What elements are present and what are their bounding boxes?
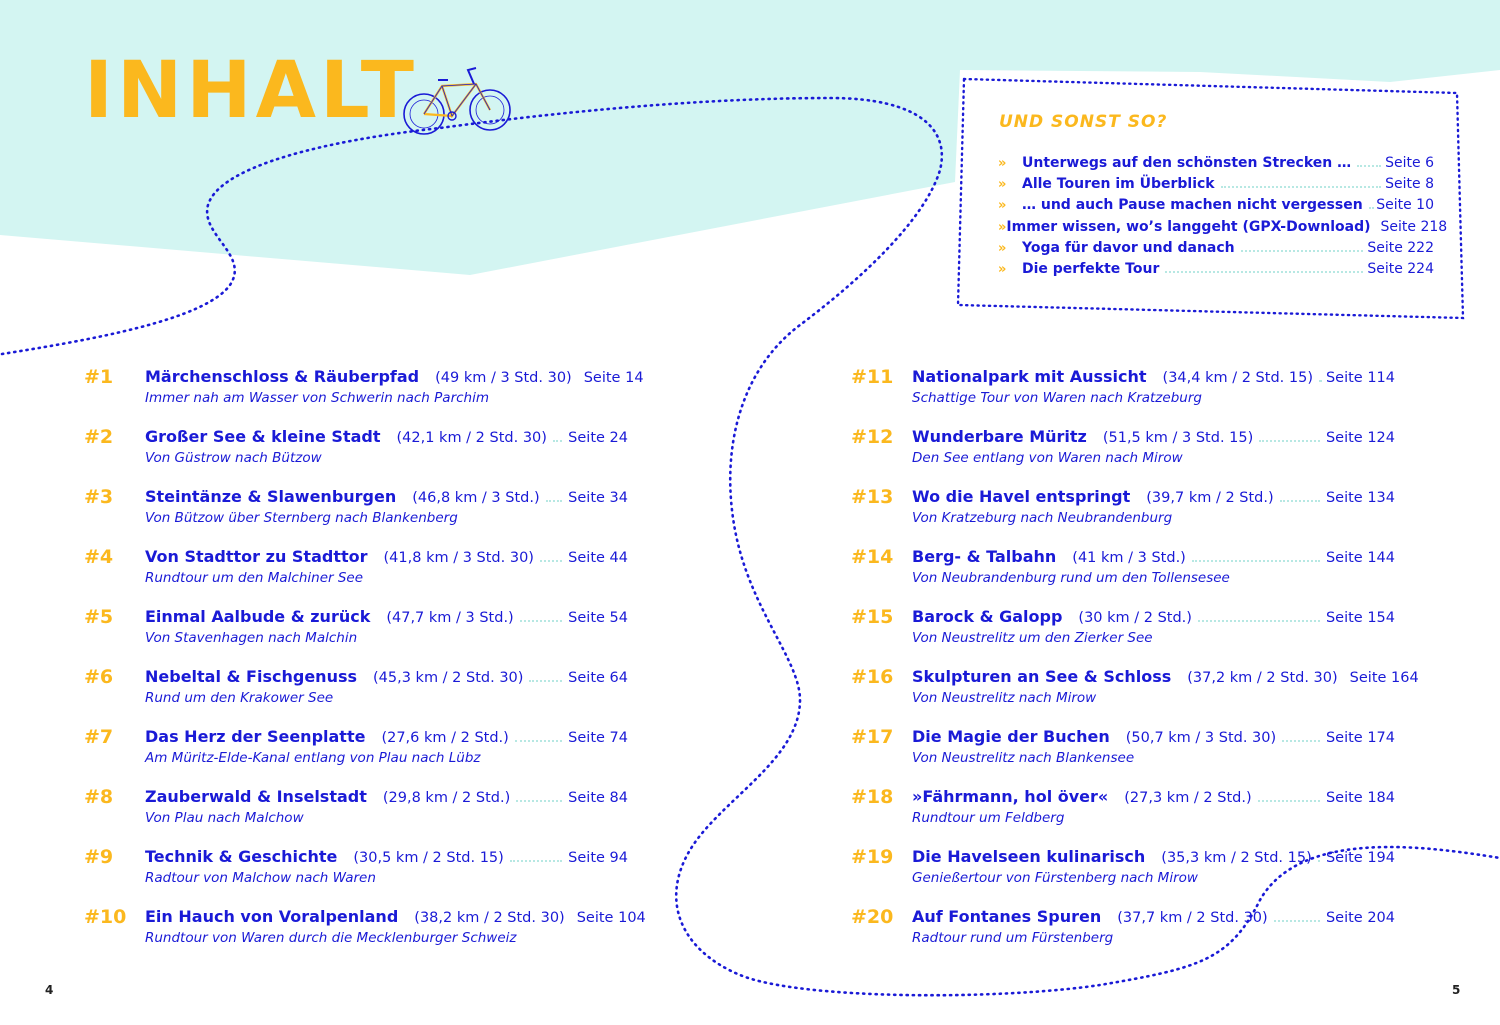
tour-entry[interactable] (84, 726, 628, 786)
tour-list-left (84, 366, 646, 966)
tour-distance-duration: (41,8 km / 3 Std. 30) (383, 550, 534, 566)
tour-page: Seite 74 (568, 730, 628, 746)
tour-page: Seite 14 (583, 370, 644, 386)
tour-distance-duration: (42,1 km / 2 Std. 30) (396, 430, 547, 446)
tour-subtitle: Genießertour von Fürstenberg nach Mirow (912, 870, 1198, 886)
tour-page: Seite 204 (1325, 910, 1395, 926)
tour-number: #18 (851, 786, 894, 808)
page-number-left: 4 (45, 983, 54, 997)
leader-dots (1198, 620, 1320, 622)
tour-page: Seite 34 (568, 490, 628, 506)
tour-entry[interactable] (84, 606, 628, 666)
tour-distance-duration: (37,7 km / 2 Std. 30) (1117, 910, 1268, 926)
tour-name: »Fährmann, hol över« (912, 787, 1109, 806)
double-chevron-right-icon: » (998, 177, 1007, 193)
tour-page: Seite 194 (1325, 850, 1395, 866)
tour-number: #20 (851, 906, 894, 928)
leader-dots (1258, 800, 1320, 802)
leader-dots (529, 680, 562, 682)
leader-dots (1274, 920, 1320, 922)
tour-line (145, 907, 646, 926)
tour-entry[interactable] (851, 486, 1395, 546)
tour-page: Seite 124 (1325, 430, 1395, 446)
double-chevron-right-icon: » (998, 219, 1007, 235)
leader-dots (1280, 500, 1320, 502)
tour-subtitle: Radtour von Malchow nach Waren (145, 870, 376, 886)
tour-page: Seite 104 (576, 910, 646, 926)
tour-page: Seite 24 (568, 430, 628, 446)
extras-item-page: Seite 10 (1376, 197, 1434, 214)
tour-entry[interactable] (851, 366, 1395, 426)
tour-page: Seite 184 (1325, 790, 1395, 806)
tour-name: Das Herz der Seenplatte (145, 727, 366, 746)
tour-subtitle: Rundtour um Feldberg (912, 810, 1065, 826)
tour-line (912, 547, 1395, 566)
tour-number: #9 (84, 846, 114, 868)
tour-line (145, 667, 628, 686)
page-number-right: 5 (1452, 983, 1461, 997)
tour-number: #17 (851, 726, 894, 748)
tour-subtitle: Von Stavenhagen nach Malchin (145, 630, 358, 646)
tour-number: #6 (84, 666, 114, 688)
tour-subtitle: Von Kratzeburg nach Neubrandenburg (912, 510, 1173, 526)
tour-distance-duration: (39,7 km / 2 Std.) (1146, 490, 1274, 506)
tour-number: #2 (84, 426, 114, 448)
tour-name: Nebeltal & Fischgenuss (145, 667, 357, 686)
tour-name: Die Magie der Buchen (912, 727, 1110, 746)
tour-page: Seite 174 (1325, 730, 1395, 746)
tour-name: Großer See & kleine Stadt (145, 427, 381, 446)
tour-name: Von Stadttor zu Stadttor (145, 547, 368, 566)
extras-item[interactable] (998, 218, 1448, 240)
tour-entry[interactable] (84, 786, 628, 846)
double-chevron-right-icon: » (998, 240, 1007, 256)
leader-dots (520, 620, 562, 622)
tour-name: Die Havelseen kulinarisch (912, 847, 1146, 866)
bicycle-icon (402, 66, 514, 144)
tour-name: Barock & Galopp (912, 607, 1063, 626)
tour-distance-duration: (51,5 km / 3 Std. 15) (1102, 430, 1254, 446)
leader-dots (1318, 860, 1320, 862)
tour-line (145, 487, 628, 506)
leader-dots (553, 440, 562, 442)
extras-item[interactable] (998, 155, 1434, 176)
tour-entry[interactable] (851, 726, 1395, 786)
tour-line (145, 427, 628, 446)
tour-distance-duration: (37,2 km / 2 Std. 30) (1187, 670, 1338, 686)
tour-number: #19 (851, 846, 894, 868)
tour-entry[interactable] (84, 666, 628, 726)
leader-dots (1369, 207, 1373, 209)
tour-line (912, 607, 1395, 626)
tour-distance-duration: (29,8 km / 2 Std.) (382, 790, 511, 806)
tour-distance-duration: (50,7 km / 3 Std. 30) (1125, 730, 1277, 746)
tour-distance-duration: (30 km / 2 Std.) (1078, 610, 1192, 626)
leader-dots (510, 860, 562, 862)
tour-distance-duration: (27,6 km / 2 Std.) (381, 730, 509, 746)
tour-list-right (851, 366, 1419, 966)
tour-distance-duration: (30,5 km / 2 Std. 15) (353, 850, 504, 866)
leader-dots (1259, 440, 1320, 442)
tour-number: #15 (851, 606, 894, 628)
tour-number: #7 (84, 726, 114, 748)
tour-distance-duration: (38,2 km / 2 Std. 30) (414, 910, 565, 926)
tour-page: Seite 44 (568, 550, 628, 566)
tour-line (912, 847, 1395, 866)
tour-name: Einmal Aalbude & zurück (145, 607, 371, 626)
extras-title: UND SONST SO? (999, 112, 1168, 132)
tour-entry[interactable] (851, 906, 1395, 966)
tour-entry[interactable] (851, 546, 1395, 606)
tour-entry[interactable] (84, 426, 628, 486)
tour-distance-duration: (46,8 km / 3 Std.) (412, 490, 540, 506)
tour-page: Seite 134 (1325, 490, 1395, 506)
tour-subtitle: Von Neustrelitz nach Mirow (912, 690, 1097, 706)
leader-dots (515, 740, 562, 742)
tour-subtitle: Von Neustrelitz um den Zierker See (912, 630, 1153, 646)
tour-distance-duration: (49 km / 3 Std. 30) (435, 370, 572, 386)
tour-entry[interactable] (84, 846, 628, 906)
double-chevron-right-icon: » (998, 198, 1007, 214)
tour-subtitle: Von Neustrelitz nach Blankensee (912, 750, 1135, 766)
leader-dots (1192, 560, 1320, 562)
tour-subtitle: Den See entlang von Waren nach Mirow (912, 450, 1183, 466)
tour-distance-duration: (34,4 km / 2 Std. 15) (1162, 370, 1313, 386)
tour-page: Seite 154 (1325, 610, 1395, 626)
leader-dots (1165, 271, 1363, 273)
leader-dots (546, 500, 563, 502)
tour-entry[interactable] (84, 366, 644, 426)
leader-dots (1357, 165, 1381, 167)
tour-line (912, 667, 1419, 686)
tour-line (145, 787, 628, 806)
tour-line (145, 547, 628, 566)
tour-subtitle: Rund um den Krakower See (145, 690, 334, 706)
tour-number: #11 (851, 366, 894, 388)
extras-item[interactable] (998, 240, 1434, 261)
tour-name: Zauberwald & Inselstadt (145, 787, 367, 806)
leader-dots (1221, 186, 1382, 188)
extras-item[interactable] (998, 197, 1434, 218)
page-title: INHALT (84, 46, 418, 136)
extras-item-label: … und auch Pause machen nicht vergessen (1022, 197, 1363, 214)
extras-list (998, 155, 1448, 282)
tour-number: #16 (851, 666, 894, 688)
tour-name: Ein Hauch von Voralpenland (145, 907, 399, 926)
tour-distance-duration: (45,3 km / 2 Std. 30) (373, 670, 524, 686)
tour-subtitle: Rundtour um den Malchiner See (145, 570, 364, 586)
tour-line (912, 727, 1395, 746)
leader-dots (1241, 250, 1364, 252)
tour-name: Märchenschloss & Räuberpfad (145, 367, 420, 386)
tour-line (912, 907, 1395, 926)
tour-line (145, 727, 628, 746)
tour-page: Seite 94 (568, 850, 628, 866)
tour-subtitle: Von Plau nach Malchow (145, 810, 304, 826)
tour-name: Wunderbare Müritz (912, 427, 1087, 446)
extras-item-label: Yoga für davor und danach (1022, 239, 1235, 256)
tour-number: #5 (84, 606, 114, 628)
tour-number: #4 (84, 546, 114, 568)
tour-page: Seite 54 (568, 610, 628, 626)
tour-number: #12 (851, 426, 894, 448)
tour-name: Berg- & Talbahn (912, 547, 1057, 566)
tour-page: Seite 114 (1325, 370, 1395, 386)
tour-line (912, 787, 1395, 806)
double-chevron-right-icon: » (998, 261, 1007, 277)
tour-page: Seite 64 (568, 670, 628, 686)
tour-number: #8 (84, 786, 114, 808)
leader-dots (540, 560, 562, 562)
tour-line (145, 847, 628, 866)
extras-item[interactable] (998, 176, 1434, 197)
tour-subtitle: Immer nah am Wasser von Schwerin nach Parchim (145, 390, 489, 406)
tour-number: #14 (851, 546, 894, 568)
tour-page: Seite 164 (1349, 670, 1419, 686)
tour-entry[interactable] (84, 906, 646, 966)
extras-item-page: Seite 8 (1385, 176, 1434, 193)
tour-name: Auf Fontanes Spuren (912, 907, 1102, 926)
tour-entry[interactable] (84, 486, 628, 546)
extras-item-page: Seite 222 (1367, 239, 1434, 256)
tour-name: Wo die Havel entspringt (912, 487, 1131, 506)
extras-item-label: Immer wissen, wo’s langgeht (GPX-Download) (1006, 218, 1371, 235)
tour-subtitle: Von Neubrandenburg rund um den Tollensesee (912, 570, 1230, 586)
tour-distance-duration: (35,3 km / 2 Std. 15) (1161, 850, 1312, 866)
tour-number: #3 (84, 486, 114, 508)
tour-line (145, 367, 644, 386)
leader-dots (1319, 380, 1320, 382)
tour-entry[interactable] (851, 846, 1395, 906)
extras-item-label: Alle Touren im Überblick (1022, 176, 1215, 193)
tour-number: #10 (84, 906, 127, 928)
tour-line (145, 607, 628, 626)
tour-distance-duration: (47,7 km / 3 Std.) (386, 610, 514, 626)
tour-entry[interactable] (851, 426, 1395, 486)
tour-number: #1 (84, 366, 114, 388)
tour-line (912, 487, 1395, 506)
extras-item[interactable] (998, 261, 1434, 282)
tour-line (912, 367, 1395, 386)
tour-name: Steintänze & Slawenburgen (145, 487, 397, 506)
tour-entry[interactable] (851, 606, 1395, 666)
extras-item-page: Seite 224 (1367, 260, 1434, 277)
extras-item-page: Seite 6 (1385, 155, 1434, 171)
extras-item-label: Unterwegs auf den schönsten Strecken … (1022, 155, 1352, 171)
tour-page: Seite 144 (1325, 550, 1395, 566)
tour-distance-duration: (27,3 km / 2 Std.) (1124, 790, 1252, 806)
tour-number: #13 (851, 486, 894, 508)
tour-page: Seite 84 (568, 790, 628, 806)
tour-name: Technik & Geschichte (145, 847, 338, 866)
double-chevron-right-icon: » (998, 156, 1007, 171)
tour-entry[interactable] (84, 546, 628, 606)
tour-entry[interactable] (851, 666, 1419, 726)
tour-subtitle: Am Müritz-Elde-Kanal entlang von Plau nach Lübz (145, 750, 481, 766)
tour-line (912, 427, 1395, 446)
leader-dots (1282, 740, 1320, 742)
tour-subtitle: Rundtour von Waren durch die Mecklenburger Schweiz (145, 930, 517, 946)
tour-subtitle: Von Güstrow nach Bützow (145, 450, 322, 466)
tour-subtitle: Schattige Tour von Waren nach Kratzeburg (912, 390, 1202, 406)
leader-dots (516, 800, 562, 802)
tour-entry[interactable] (851, 786, 1395, 846)
tour-distance-duration: (41 km / 3 Std.) (1072, 550, 1186, 566)
tour-subtitle: Von Bützow über Sternberg nach Blankenberg (145, 510, 458, 526)
extras-item-page: Seite 218 (1380, 218, 1448, 235)
tour-name: Nationalpark mit Aussicht (912, 367, 1147, 386)
tour-name: Skulpturen an See & Schloss (912, 667, 1172, 686)
extras-item-label: Die perfekte Tour (1022, 260, 1160, 277)
tour-subtitle: Radtour rund um Fürstenberg (912, 930, 1114, 946)
